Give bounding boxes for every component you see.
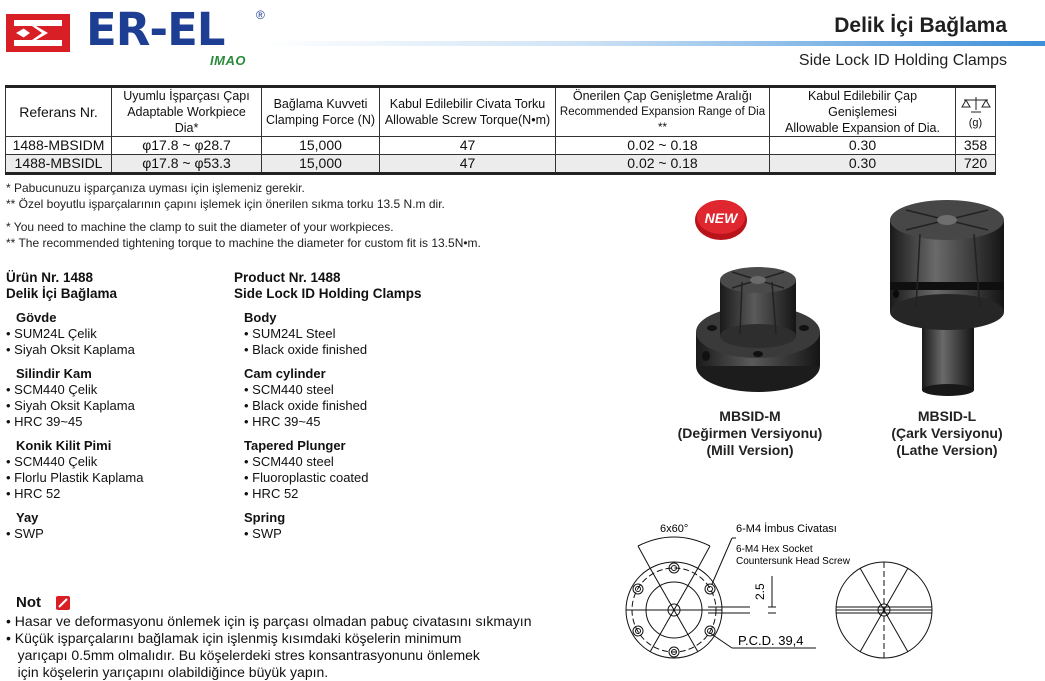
cell-ref: 1488-MBSIDL (6, 155, 112, 174)
table-row (6, 137, 996, 155)
col-header-weight: (g) (956, 87, 996, 137)
cell-dia: φ17.8 ~ φ28.7 (112, 137, 262, 155)
cell-torque: 47 (380, 155, 556, 174)
screw-label-en-1: 6-M4 Hex Socket (736, 544, 813, 555)
not-bullet: için köşelerin yarıçapını olabildiğince büyük yapın. (6, 664, 329, 680)
brand-name: ER-EL (86, 3, 225, 56)
caption-mbsid-l (872, 408, 1022, 459)
note-tr-1: * Pabucunuzu işparçanıza uyması için işlemeniz gerekir. (6, 181, 305, 195)
angle-label: 6x60° (660, 523, 689, 535)
page-title-en: Side Lock ID Holding Clamps (798, 52, 1007, 69)
product-name-en: (Mill Version) (706, 442, 794, 458)
col-header-torque: Kabul Edilebilir Civata Torku Allowable Screw Torque(N•m) (380, 87, 556, 137)
page-title-tr: Delik İçi Bağlama (834, 14, 1007, 37)
dimension-label: 2.5 (753, 583, 767, 600)
spec-table (5, 85, 996, 175)
col-header-expansion: Kabul Edilebilir Çap Genişlemesi Allowable Expansion of Dia. (770, 87, 956, 137)
col-header-ref: Referans Nr. (6, 87, 112, 137)
cell-dia: φ17.8 ~ φ53.3 (112, 155, 262, 174)
spec-item: • HRC 39~45 (244, 414, 321, 429)
not-bullet: • Hasar ve deformasyonu önlemek için iş parçası olmadan pabuç civatasını sıkmayın (6, 613, 532, 629)
spec-group-title: Gövde (16, 310, 57, 325)
cell-expansion: 0.30 (770, 137, 956, 155)
cell-ref: 1488-MBSIDM (6, 137, 112, 155)
col-header-range: Önerilen Çap Genişletme Aralığı Recommended Expansion Range of Dia ** (556, 87, 770, 137)
col-header-force: Bağlama Kuvveti Clamping Force (N) (262, 87, 380, 137)
pencil-icon (56, 596, 70, 610)
technical-drawing (604, 518, 1044, 678)
new-badge-icon (693, 196, 749, 242)
note-en-2: ** The recommended tightening torque to machine the diameter for custom fit is 13.5N•m. (6, 236, 481, 250)
new-badge-text: NEW (704, 210, 738, 226)
imao-logo-text: IMAO (210, 53, 246, 68)
product-code: MBSID-M (719, 408, 781, 424)
note-en-1: * You need to machine the clamp to suit the diameter of your workpieces. (6, 220, 394, 234)
screw-label-tr: 6-M4 İmbus Civatası (736, 523, 837, 535)
spec-group-title: Cam cylinder (244, 366, 326, 381)
spec-item: • SCM440 steel (244, 454, 334, 469)
product-name-tr: (Çark Versiyonu) (891, 425, 1003, 441)
spec-group-title: Body (244, 310, 277, 325)
screw-label-en-2: Countersunk Head Screw (736, 556, 850, 567)
cell-force: 15,000 (262, 137, 380, 155)
cell-expansion: 0.30 (770, 155, 956, 174)
spec-en-heading: Product Nr. 1488 (234, 270, 341, 285)
spec-group-title: Tapered Plunger (244, 438, 346, 453)
table-row (6, 155, 996, 174)
mbsid-l-photo (886, 198, 1008, 398)
cell-weight: 358 (956, 137, 996, 155)
spec-item: • Florlu Plastik Kaplama (6, 470, 144, 485)
spec-column-en (234, 270, 474, 542)
not-bullet: yarıçapı 0.5mm olmalıdır. Bu köşelerdeki stres konsantrasyonunu önlemek (6, 647, 480, 663)
mbsid-m-photo (692, 258, 824, 406)
registered-mark: ® (256, 8, 265, 22)
spec-item: • SCM440 Çelik (6, 454, 98, 469)
spec-item: • SUM24L Steel (244, 326, 336, 341)
scale-icon (961, 96, 991, 114)
spec-item: • HRC 39~45 (6, 414, 83, 429)
spec-item: • Black oxide finished (244, 398, 368, 413)
spec-tr-subheading: Delik İçi Bağlama (6, 286, 118, 301)
spec-item: • SWP (244, 526, 282, 541)
spec-item: • Siyah Oksit Kaplama (6, 398, 135, 413)
spec-item: • Siyah Oksit Kaplama (6, 342, 135, 357)
header-divider (265, 41, 1045, 46)
col-header-dia: Uyumlu İşparçası Çapı Adaptable Workpiece Dia* (112, 87, 262, 137)
note-tr-2: ** Özel boyutlu işparçalarının çapını işlemek için önerilen sıkma torku 13.5 N.m dir. (6, 197, 445, 211)
cell-range: 0.02 ~ 0.18 (556, 155, 770, 174)
spec-item: • SCM440 steel (244, 382, 334, 397)
spec-item: • HRC 52 (244, 486, 299, 501)
spec-group-title: Silindir Kam (16, 366, 92, 381)
caption-mbsid-m (670, 408, 830, 459)
spec-item: • SWP (6, 526, 44, 541)
product-name-en: (Lathe Version) (896, 442, 998, 458)
not-bullet: • Küçük işparçalarını bağlamak için işlenmiş kısımdaki köşelerin minimum (6, 630, 462, 646)
product-code: MBSID-L (917, 408, 977, 424)
spec-group-title: Spring (244, 510, 286, 525)
not-heading: Not (16, 594, 41, 611)
spec-group-title: Konik Kilit Pimi (16, 438, 112, 453)
er-el-logo-icon (6, 14, 70, 52)
cell-weight: 720 (956, 155, 996, 174)
cell-torque: 47 (380, 137, 556, 155)
cell-force: 15,000 (262, 155, 380, 174)
spec-item: • HRC 52 (6, 486, 61, 501)
spec-item: • SCM440 Çelik (6, 382, 98, 397)
spec-column-tr (6, 270, 216, 542)
cell-range: 0.02 ~ 0.18 (556, 137, 770, 155)
product-name-tr: (Değirmen Versiyonu) (677, 425, 823, 441)
spec-tr-heading: Ürün Nr. 1488 (6, 270, 94, 285)
spec-item: • SUM24L Çelik (6, 326, 97, 341)
spec-group-title: Yay (16, 510, 39, 525)
table-header-row (6, 87, 996, 137)
pcd-label: P.C.D. 39,4 (738, 633, 804, 648)
spec-item: • Black oxide finished (244, 342, 368, 357)
spec-item: • Fluoroplastic coated (244, 470, 369, 485)
spec-en-subheading: Side Lock ID Holding Clamps (234, 286, 422, 301)
